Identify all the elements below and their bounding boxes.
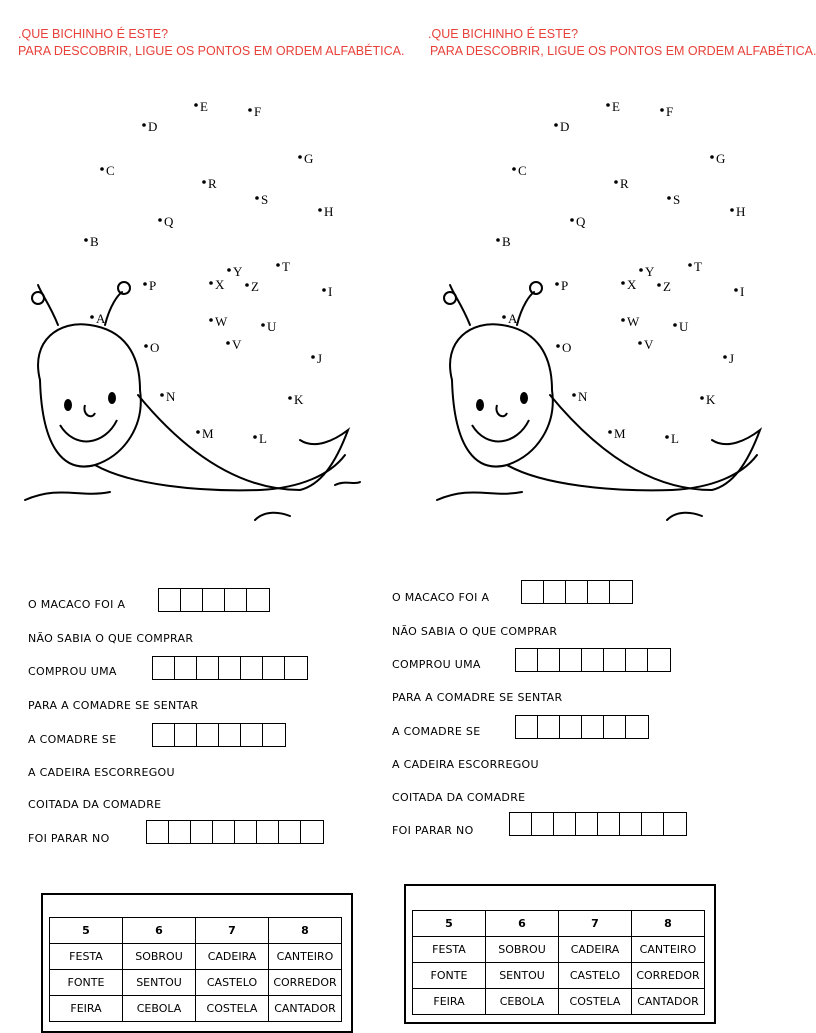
header-cell: 8 bbox=[632, 911, 705, 937]
rhyme-line-7: COITADA DA COMADRE bbox=[392, 791, 526, 804]
dot-label-e: E bbox=[612, 99, 620, 114]
snail-dot-to-dot bbox=[412, 80, 796, 540]
word-bank-table bbox=[49, 917, 342, 1022]
dot-label-z: Z bbox=[251, 279, 259, 294]
table-row bbox=[413, 963, 705, 989]
word-cell: SOBROU bbox=[123, 944, 196, 970]
dot-d[interactable] bbox=[142, 123, 146, 127]
dot-k[interactable] bbox=[700, 396, 704, 400]
rhyme-line-8: FOI PARAR NO bbox=[392, 824, 474, 837]
word-cell: CEBOLA bbox=[486, 989, 559, 1015]
dot-label-y: Y bbox=[645, 264, 655, 279]
dot-label-t: T bbox=[694, 259, 702, 274]
word-cell: CORREDOR bbox=[632, 963, 705, 989]
word-cell: CASTELO bbox=[559, 963, 632, 989]
dot-label-w: W bbox=[215, 314, 228, 329]
dot-g[interactable] bbox=[298, 155, 302, 159]
dot-k[interactable] bbox=[288, 396, 292, 400]
dot-w[interactable] bbox=[621, 318, 625, 322]
dot-v[interactable] bbox=[638, 341, 642, 345]
dot-label-q: Q bbox=[164, 214, 174, 229]
dot-l[interactable] bbox=[665, 435, 669, 439]
dot-label-i: I bbox=[328, 284, 333, 299]
table-row bbox=[413, 989, 705, 1015]
dot-label-m: M bbox=[202, 426, 214, 441]
dot-label-w: W bbox=[627, 314, 640, 329]
dot-label-d: D bbox=[148, 119, 158, 134]
rhyme-line-3: COMPROU UMA bbox=[28, 665, 117, 678]
word-cell: FEIRA bbox=[413, 989, 486, 1015]
dot-x[interactable] bbox=[621, 281, 625, 285]
table-row bbox=[50, 944, 342, 970]
header-cell: 6 bbox=[486, 911, 559, 937]
dot-label-s: S bbox=[261, 192, 269, 207]
word-cell: FEIRA bbox=[50, 996, 123, 1022]
rhyme-line-1: O MACACO FOI A bbox=[28, 598, 126, 611]
dot-label-h: H bbox=[736, 204, 746, 219]
table-row bbox=[50, 996, 342, 1022]
rhyme-line-4: PARA A COMADRE SE SENTAR bbox=[392, 691, 563, 704]
dot-a[interactable] bbox=[90, 315, 94, 319]
title-question: .QUE BICHINHO É ESTE? bbox=[18, 27, 169, 41]
dot-b[interactable] bbox=[496, 238, 500, 242]
dot-label-n: N bbox=[578, 389, 588, 404]
dot-e[interactable] bbox=[194, 103, 198, 107]
dot-l[interactable] bbox=[253, 435, 257, 439]
dot-label-o: O bbox=[562, 340, 572, 355]
dot-i[interactable] bbox=[322, 288, 326, 292]
dot-label-z: Z bbox=[663, 279, 671, 294]
dot-o[interactable] bbox=[144, 344, 148, 348]
title-question: .QUE BICHINHO É ESTE? bbox=[428, 27, 579, 41]
rhyme-line-6: A CADEIRA ESCORREGOU bbox=[392, 758, 539, 771]
word-cell: FESTA bbox=[413, 937, 486, 963]
dot-label-v: V bbox=[232, 337, 242, 352]
word-cell: CASTELO bbox=[196, 970, 269, 996]
title-instruction: PARA DESCOBRIR, LIGUE OS PONTOS EM ORDEM ALFABÉTICA. bbox=[18, 44, 405, 58]
rhyme-line-3: COMPROU UMA bbox=[392, 658, 481, 671]
dot-d[interactable] bbox=[554, 123, 558, 127]
dot-label-g: G bbox=[716, 151, 726, 166]
rhyme-line-4: PARA A COMADRE SE SENTAR bbox=[28, 699, 199, 712]
dot-h[interactable] bbox=[730, 208, 734, 212]
rhyme-line-8: FOI PARAR NO bbox=[28, 832, 110, 845]
word-cell: FESTA bbox=[50, 944, 123, 970]
dot-labels bbox=[496, 99, 745, 446]
dot-z[interactable] bbox=[657, 283, 661, 287]
word-cell: COSTELA bbox=[559, 989, 632, 1015]
dot-label-a: A bbox=[96, 311, 106, 326]
dot-label-k: K bbox=[706, 392, 716, 407]
dot-t[interactable] bbox=[276, 263, 280, 267]
snail-outline bbox=[25, 282, 360, 520]
word-cell: FONTE bbox=[413, 963, 486, 989]
dot-label-b: B bbox=[90, 234, 99, 249]
dot-v[interactable] bbox=[226, 341, 230, 345]
dot-label-f: F bbox=[254, 104, 262, 119]
rhyme-line-2: NÃO SABIA O QUE COMPRAR bbox=[28, 632, 194, 645]
dot-label-o: O bbox=[150, 340, 160, 355]
dot-label-n: N bbox=[166, 389, 176, 404]
word-cell: SENTOU bbox=[486, 963, 559, 989]
dot-label-p: P bbox=[149, 278, 157, 293]
dot-label-e: E bbox=[200, 99, 208, 114]
dot-label-v: V bbox=[644, 337, 654, 352]
dot-p[interactable] bbox=[143, 282, 147, 286]
table-row bbox=[50, 970, 342, 996]
word-cell: CANTEIRO bbox=[632, 937, 705, 963]
dot-q[interactable] bbox=[570, 218, 574, 222]
dot-label-j: J bbox=[317, 351, 323, 366]
dot-w[interactable] bbox=[209, 318, 213, 322]
dot-h[interactable] bbox=[318, 208, 322, 212]
word-cell: CADEIRA bbox=[196, 944, 269, 970]
word-cell: COSTELA bbox=[196, 996, 269, 1022]
dot-label-x: X bbox=[627, 277, 637, 292]
dot-t[interactable] bbox=[688, 263, 692, 267]
dot-label-r: R bbox=[620, 176, 629, 191]
word-cell: CANTEIRO bbox=[269, 944, 342, 970]
header-cell: 7 bbox=[559, 911, 632, 937]
header-cell: 7 bbox=[196, 918, 269, 944]
snail-dot-to-dot bbox=[0, 80, 384, 540]
answer-boxes-2[interactable] bbox=[152, 656, 308, 680]
dot-c[interactable] bbox=[512, 167, 516, 171]
dot-z[interactable] bbox=[245, 283, 249, 287]
dot-y[interactable] bbox=[227, 268, 231, 272]
dot-label-l: L bbox=[259, 431, 267, 446]
snail-face bbox=[476, 392, 528, 411]
dot-u[interactable] bbox=[261, 323, 265, 327]
answer-boxes-4[interactable] bbox=[509, 812, 687, 836]
rhyme-line-6: A CADEIRA ESCORREGOU bbox=[28, 766, 175, 779]
dot-g[interactable] bbox=[710, 155, 714, 159]
word-cell: CADEIRA bbox=[559, 937, 632, 963]
dot-label-u: U bbox=[267, 319, 277, 334]
dot-label-y: Y bbox=[233, 264, 243, 279]
header-cell: 5 bbox=[50, 918, 123, 944]
dot-m[interactable] bbox=[196, 430, 200, 434]
dot-u[interactable] bbox=[673, 323, 677, 327]
dot-n[interactable] bbox=[160, 393, 164, 397]
worksheet-right bbox=[384, 0, 816, 1024]
dot-i[interactable] bbox=[734, 288, 738, 292]
dot-f[interactable] bbox=[660, 108, 664, 112]
dot-label-c: C bbox=[106, 163, 115, 178]
answer-boxes-1[interactable] bbox=[521, 580, 633, 604]
rhyme-line-7: COITADA DA COMADRE bbox=[28, 798, 162, 811]
dot-o[interactable] bbox=[556, 344, 560, 348]
dot-label-t: T bbox=[282, 259, 290, 274]
dot-r[interactable] bbox=[202, 180, 206, 184]
dot-label-g: G bbox=[304, 151, 314, 166]
answer-boxes-3[interactable] bbox=[152, 723, 286, 747]
dot-label-h: H bbox=[324, 204, 334, 219]
word-cell: SENTOU bbox=[123, 970, 196, 996]
header-cell: 5 bbox=[413, 911, 486, 937]
rhyme-line-2: NÃO SABIA O QUE COMPRAR bbox=[392, 625, 558, 638]
answer-boxes-1[interactable] bbox=[158, 588, 270, 612]
dot-b[interactable] bbox=[84, 238, 88, 242]
rhyme-line-5: A COMADRE SE bbox=[28, 733, 117, 746]
dot-label-u: U bbox=[679, 319, 689, 334]
word-bank-table bbox=[412, 910, 705, 1015]
dot-e[interactable] bbox=[606, 103, 610, 107]
dot-label-m: M bbox=[614, 426, 626, 441]
dot-label-k: K bbox=[294, 392, 304, 407]
header-cell: 6 bbox=[123, 918, 196, 944]
dot-label-q: Q bbox=[576, 214, 586, 229]
dot-r[interactable] bbox=[614, 180, 618, 184]
word-cell: CEBOLA bbox=[123, 996, 196, 1022]
dot-y[interactable] bbox=[639, 268, 643, 272]
answer-boxes-2[interactable] bbox=[515, 648, 671, 672]
word-cell: FONTE bbox=[50, 970, 123, 996]
dot-p[interactable] bbox=[555, 282, 559, 286]
dot-x[interactable] bbox=[209, 281, 213, 285]
snail-face bbox=[64, 392, 116, 411]
dot-c[interactable] bbox=[100, 167, 104, 171]
dot-j[interactable] bbox=[723, 355, 727, 359]
answer-boxes-3[interactable] bbox=[515, 715, 649, 739]
dot-q[interactable] bbox=[158, 218, 162, 222]
word-cell: CANTADOR bbox=[632, 989, 705, 1015]
dot-label-s: S bbox=[673, 192, 681, 207]
dot-label-a: A bbox=[508, 311, 518, 326]
dot-label-b: B bbox=[502, 234, 511, 249]
answer-boxes-4[interactable] bbox=[146, 820, 324, 844]
dot-label-p: P bbox=[561, 278, 569, 293]
dot-labels bbox=[84, 99, 333, 446]
dot-label-r: R bbox=[208, 176, 217, 191]
word-cell: CORREDOR bbox=[269, 970, 342, 996]
dot-label-c: C bbox=[518, 163, 527, 178]
header-cell: 8 bbox=[269, 918, 342, 944]
dot-f[interactable] bbox=[248, 108, 252, 112]
dot-label-l: L bbox=[671, 431, 679, 446]
dot-label-d: D bbox=[560, 119, 570, 134]
dot-s[interactable] bbox=[667, 196, 671, 200]
table-row bbox=[413, 937, 705, 963]
worksheet-left bbox=[0, 0, 405, 1024]
dot-label-x: X bbox=[215, 277, 225, 292]
word-cell: CANTADOR bbox=[269, 996, 342, 1022]
dot-a[interactable] bbox=[502, 315, 506, 319]
dot-n[interactable] bbox=[572, 393, 576, 397]
dot-m[interactable] bbox=[608, 430, 612, 434]
dot-label-i: I bbox=[740, 284, 745, 299]
dot-label-j: J bbox=[729, 351, 735, 366]
rhyme-line-1: O MACACO FOI A bbox=[392, 591, 490, 604]
rhyme-line-5: A COMADRE SE bbox=[392, 725, 481, 738]
word-cell: SOBROU bbox=[486, 937, 559, 963]
dot-label-f: F bbox=[666, 104, 674, 119]
dot-j[interactable] bbox=[311, 355, 315, 359]
title-instruction: PARA DESCOBRIR, LIGUE OS PONTOS EM ORDEM ALFABÉTICA. bbox=[430, 44, 816, 58]
dot-s[interactable] bbox=[255, 196, 259, 200]
